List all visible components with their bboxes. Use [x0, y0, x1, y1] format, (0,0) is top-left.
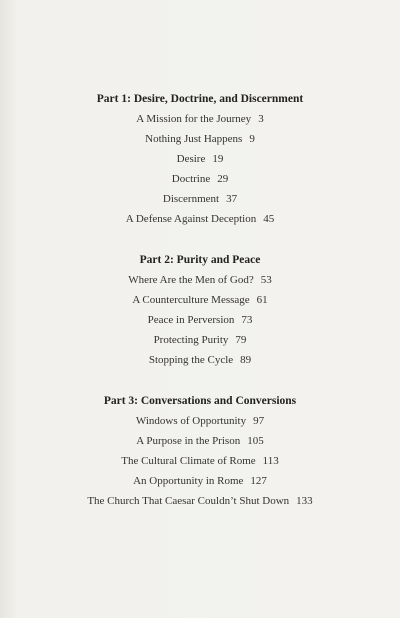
entry-page-number: 9	[249, 133, 255, 145]
entry-page-number: 3	[258, 113, 264, 125]
toc-entry	[0, 491, 400, 511]
toc-entry	[0, 169, 400, 189]
toc-entry	[0, 270, 400, 290]
entry-page-number: 79	[235, 334, 247, 346]
entry-title: The Cultural Climate of Rome	[121, 455, 256, 467]
toc-entry	[0, 350, 400, 370]
entry-title: Discernment	[162, 193, 220, 205]
entry-title: The Church That Caesar Couldn’t Shut Down	[87, 495, 290, 507]
entry-title: Stopping the Cycle	[148, 354, 234, 366]
entry-title: A Mission for the Journey	[136, 113, 252, 125]
entry-page-number: 113	[262, 455, 279, 467]
toc-entry	[0, 129, 400, 149]
toc-entry	[0, 411, 400, 431]
toc-entry	[0, 209, 400, 229]
entry-page-number: 97	[253, 415, 265, 427]
entry-page-number: 127	[250, 475, 267, 487]
entry-title: Windows of Opportunity	[135, 415, 247, 427]
toc-entry	[0, 451, 400, 471]
entry-title: An Opportunity in Rome	[133, 475, 244, 487]
entry-title: A Defense Against Deception	[125, 213, 257, 225]
entry-page-number: 29	[217, 173, 229, 185]
entry-page-number: 105	[247, 435, 264, 447]
toc-entry	[0, 109, 400, 129]
part-title: Part 2: Purity and Peace	[139, 254, 261, 266]
entry-page-number: 61	[256, 294, 268, 306]
entry-title: Protecting Purity	[153, 334, 229, 346]
entry-page-number: 73	[241, 314, 253, 326]
toc-entry	[0, 310, 400, 330]
entry-title: A Counterculture Message	[132, 294, 250, 306]
toc-entry	[0, 290, 400, 310]
toc-entry	[0, 189, 400, 209]
entry-page-number: 19	[212, 153, 224, 165]
toc-entry	[0, 149, 400, 169]
entry-title: Nothing Just Happens	[145, 133, 243, 145]
toc-entry	[0, 431, 400, 451]
entry-title: Where Are the Men of God?	[128, 274, 254, 286]
table-of-contents	[0, 89, 400, 532]
part-title: Part 3: Conversations and Conversions	[103, 395, 297, 407]
entry-page-number: 133	[296, 495, 313, 507]
entry-title: A Purpose in the Prison	[136, 435, 241, 447]
part-2	[0, 250, 400, 370]
entry-page-number: 89	[240, 354, 252, 366]
part-title: Part 1: Desire, Doctrine, and Discernment	[96, 93, 304, 105]
part-1	[0, 89, 400, 229]
entry-title: Peace in Perversion	[147, 314, 235, 326]
toc-entry	[0, 471, 400, 491]
part-3	[0, 391, 400, 511]
entry-page-number: 45	[263, 213, 275, 225]
toc-entry	[0, 330, 400, 350]
entry-title: Doctrine	[171, 173, 211, 185]
entry-page-number: 37	[226, 193, 238, 205]
entry-page-number: 53	[260, 274, 272, 286]
entry-title: Desire	[176, 153, 206, 165]
